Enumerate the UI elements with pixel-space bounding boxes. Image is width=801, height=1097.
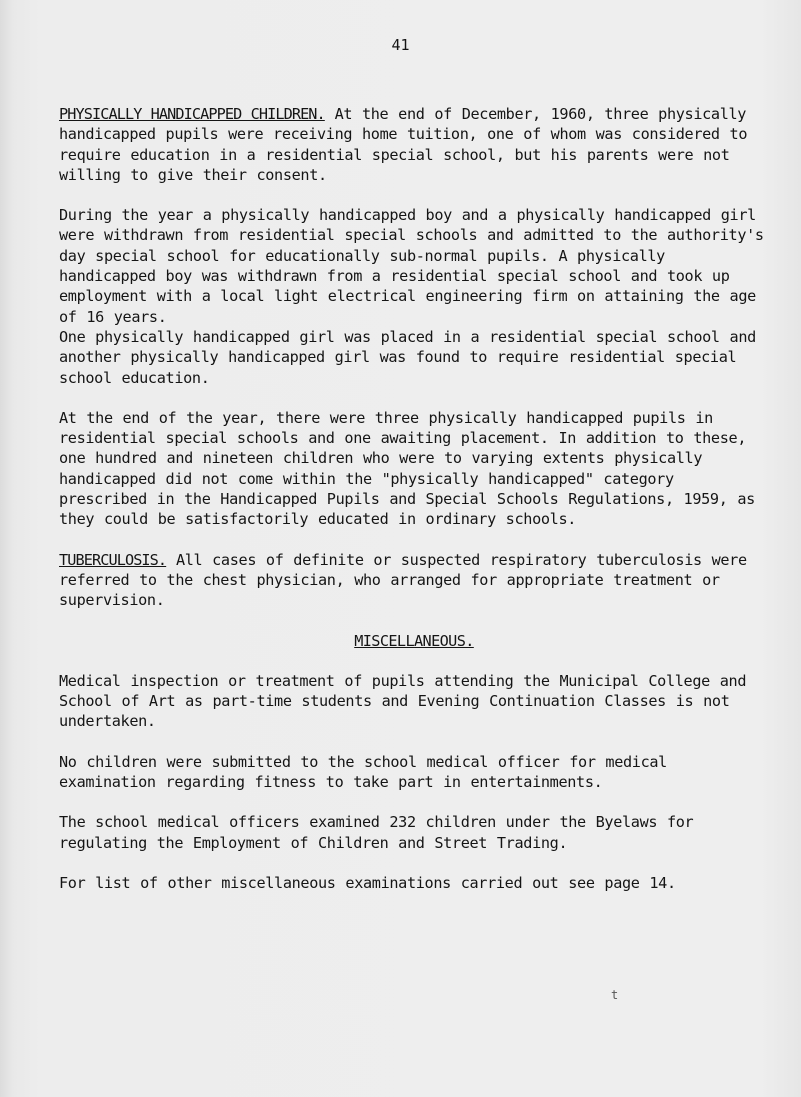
- year-end-paragraph: At the end of the year, there were three physically handicapped pupils in residential special schools and one awaiting placement. In addition to these, one hundred and nineteen children who were to varying extents physically handicapped did not come within the "physically handicapped" category prescribed in the Handicapped Pupils and Special Schools Regulations, 1959, as they could be satisfactorily educated in ordinary schools.: [59, 408, 755, 529]
- document-body: [59, 104, 769, 893]
- physically-handicapped-heading: PHYSICALLY HANDICAPPED CHILDREN.: [59, 105, 325, 123]
- withdrawals-paragraph: During the year a physically handicapped boy and a physically handicapped girl were withdrawn from residential special schools and admitted to the authority's day special school for educationally sub-normal pupils. A physically handicapped boy was withdrawn from a residential special school and took up employment with a local light electrical engineering firm on attaining the age of 16 years.: [59, 206, 764, 326]
- tuberculosis-heading: TUBERCULOSIS.: [59, 550, 167, 569]
- physically-handicapped-text: At the end of December, 1960, three physically handicapped pupils were receiving home tuition, one of whom was considered to require education in a residential special school, but his parents were not willing to give their consent.: [59, 105, 748, 184]
- placement-paragraph: One physically handicapped girl was placed in a residential special school and another physically handicapped girl was found to require residential special school education.: [59, 327, 756, 387]
- entertainments-paragraph: No children were submitted to the school medical officer for medical examination regarding fitness to take part in entertainments.: [59, 752, 667, 792]
- physically-handicapped-paragraph: [59, 104, 769, 185]
- tuberculosis-text: All cases of definite or suspected respiratory tuberculosis were referred to the chest physician, who arranged for appropriate treatment or supervision.: [59, 550, 747, 610]
- medical-inspection-paragraph: Medical inspection or treatment of pupils attending the Municipal College and School of Art as part-time students and Evening Continuation Classes is not undertaken.: [59, 671, 747, 731]
- other-examinations-paragraph: For list of other miscellaneous examinations carried out see page 14.: [59, 873, 676, 892]
- employment-paragraph: The school medical officers examined 232 children under the Byelaws for regulating the Employment of Children and Street Trading.: [59, 813, 694, 852]
- miscellaneous-heading: MISCELLANEOUS.: [354, 631, 474, 650]
- page-number: 41: [391, 36, 410, 54]
- tuberculosis-paragraph: [59, 550, 769, 611]
- margin-mark: t: [611, 988, 619, 1002]
